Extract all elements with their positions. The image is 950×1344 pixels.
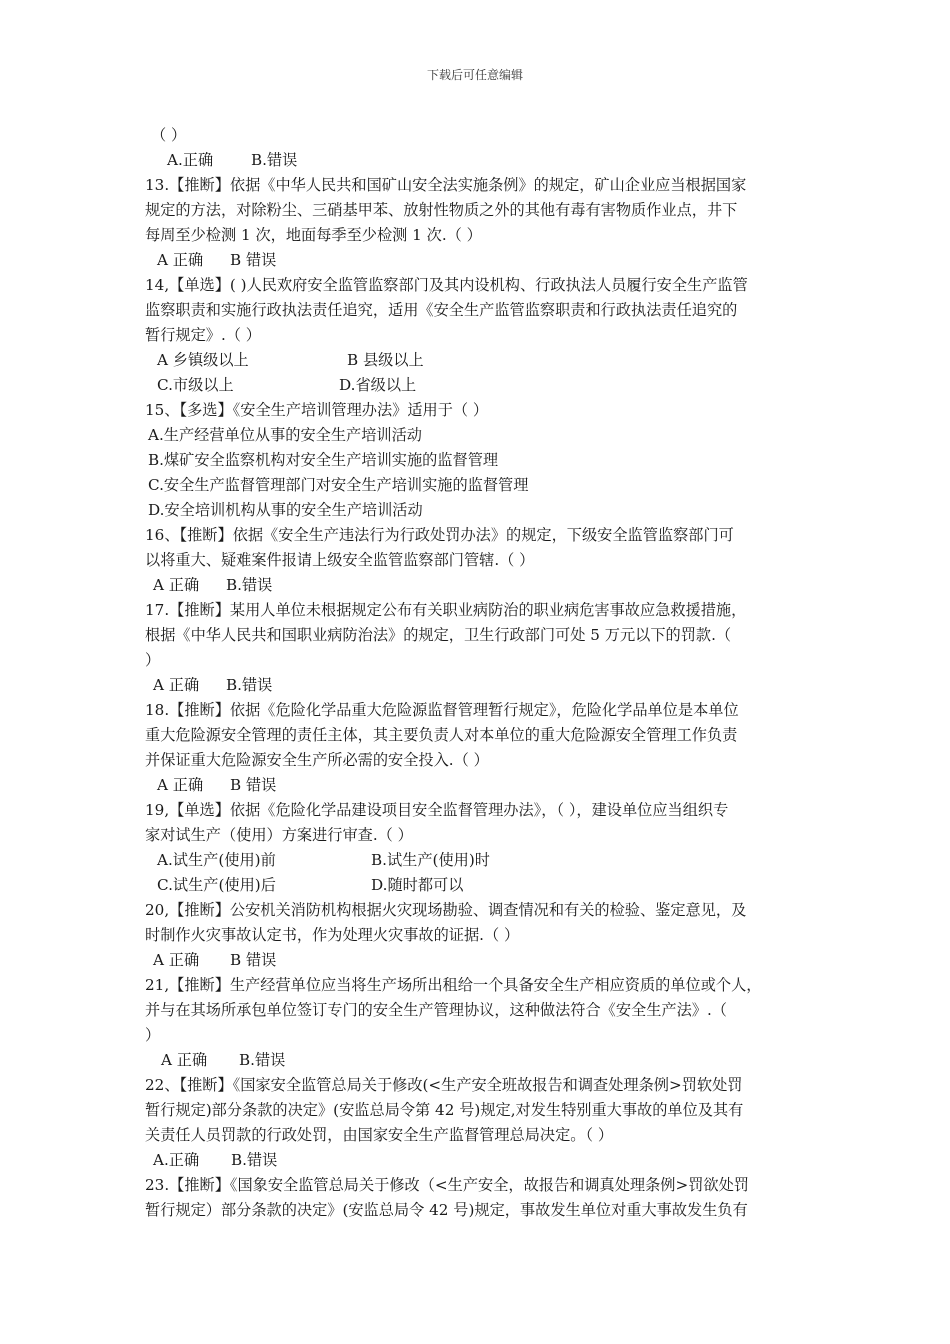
text-line: 暂行规定》.（ ） [145,326,261,344]
answer-option: D.随时都可以 [371,876,464,894]
answer-options [145,573,813,598]
text-line: 关责任人员罚款的行政处罚，由国家安全生产监督管理总局决定。（ ） [145,1126,614,1144]
answer-option: B 县级以上 [347,351,424,369]
text-line: 23.【推断】《国象安全监管总局关于修改（<生产安全，故报告和调真处理条例>罚欲处罚 [145,1176,749,1194]
text-line: 监察职责和实施行政执法责任追究，适用《安全生产监管监察职责和行政执法责任追究的 [145,301,738,319]
answer-options [145,248,813,273]
answer-option: A 乡镇级以上 [157,351,249,369]
text-line: 19,【单选】依据《危险化学品建设项目安全监督管理办法》，（ ），建设单位应当组织专 [145,801,729,819]
answer-option: D.省级以上 [339,376,417,394]
text-line: ） [145,651,161,669]
page-header: 下载后可任意编辑 [426,68,523,82]
answer-option: A 正确 [153,676,200,694]
text-line: 暂行规定)部分条款的决定》(安监总局令第 42 号)规定,对发生特别重大事故的单位及其有 [145,1101,744,1119]
answer-options [145,1148,813,1173]
answer-option: A.正确 [167,151,214,169]
text-line: 重大危险源安全管理的责任主体，其主要负责人对本单位的重大危险源安全管理工作负责 [145,726,738,744]
document-body [145,123,813,1223]
answer-option: C.市级以上 [157,376,234,394]
answer-option: B.错误 [251,151,298,169]
text-line: 22、【推断】《国家安全监管总局关于修改(<生产安全班故报告和调查处理条例>罚软处罚 [145,1076,743,1094]
answer-options [145,148,813,173]
text-line: 暂行规定）部分条款的决定》(安监总局令 42 号)规定，事故发生单位对重大事故发生负有 [145,1201,748,1219]
text-line: 21,【推断】生产经营单位应当将生产场所出租给一个具备安全生产相应资质的单位或个人， [145,976,762,994]
text-line: 根据《中华人民共和国职业病防治法》的规定，卫生行政部门可处 5 万元以下的罚款.（ [145,626,732,644]
text-line: D.安全培训机构从事的安全生产培训活动 [148,501,423,519]
answer-option: A 正确 [161,1051,208,1069]
answer-options [145,873,813,898]
answer-options [145,948,813,973]
text-line: 时制作火灾事故认定书，作为处理火灾事故的证据.（ ） [145,926,520,944]
text-line: 13.【推断】依据《中华人民共和国矿山安全法实施条例》的规定，矿山企业应当根据国家 [145,176,747,194]
text-line: 18.【推断】依据《危险化学品重大危险源监督管理暂行规定》，危险化学品单位是本单位 [145,701,739,719]
text-line: 并与在其场所承包单位签订专门的安全生产管理协议，这种做法符合《安全生产法》.（ [145,1001,727,1019]
text-line: 家对试生产（使用）方案进行审查.（ ） [145,826,413,844]
text-line: C.安全生产监督管理部门对安全生产培训实施的监督管理 [148,476,529,494]
answer-option: B.错误 [231,1151,278,1169]
answer-option: B.错误 [226,676,273,694]
answer-option: B 错误 [230,776,277,794]
answer-option: A.正确 [153,1151,200,1169]
text-line: 14,【单选】( )人民欢府安全监管监察部门及其内设机构、行政执法人员履行安全生产监管 [145,276,748,294]
answer-options [145,348,813,373]
text-line: ） [145,1026,161,1044]
text-line: 以将重大、疑难案件报请上级安全监管监察部门管辖.（ ） [145,551,535,569]
text-line: 20,【推断】公安机关消防机构根据火灾现场勘验、调查情况和有关的检验、鉴定意见，及 [145,901,747,919]
answer-options [145,848,813,873]
text-line: （ ） [151,126,187,144]
text-line: 16、【推断】依据《安全生产违法行为行政处罚办法》的规定，下级安全监管监察部门可 [145,526,734,544]
text-line: 15、【多选】《安全生产培训管理办法》适用于（ ） [145,401,489,419]
text-line: B.煤矿安全监察机构对安全生产培训实施的监督管理 [148,451,499,469]
answer-options [145,673,813,698]
answer-options [145,373,813,398]
answer-option: A.试生产(使用)前 [157,851,276,869]
answer-option: B.错误 [226,576,273,594]
answer-option: A 正确 [153,576,200,594]
answer-options [145,1048,813,1073]
answer-option: B.错误 [239,1051,286,1069]
text-line: 每周至少检测 1 次，地面每季至少检测 1 次.（ ） [145,226,482,244]
answer-option: C.试生产(使用)后 [157,876,276,894]
answer-option: B 错误 [230,251,277,269]
answer-options [145,773,813,798]
answer-option: A 正确 [153,951,200,969]
answer-option: B.试生产(使用)时 [371,851,490,869]
answer-option: A 正确 [157,776,204,794]
text-line: A.生产经营单位从事的安全生产培训活动 [148,426,422,444]
answer-option: B 错误 [230,951,277,969]
text-line: 17.【推断】某用人单位未根据规定公布有关职业病防治的职业病危害事故应急救援措施， [145,601,747,619]
answer-option: A 正确 [157,251,204,269]
text-line: 规定的方法，对除粉尘、三硝基甲苯、放射性物质之外的其他有毒有害物质作业点，井下 [145,201,738,219]
text-line: 并保证重大危险源安全生产所必需的安全投入.（ ） [145,751,489,769]
